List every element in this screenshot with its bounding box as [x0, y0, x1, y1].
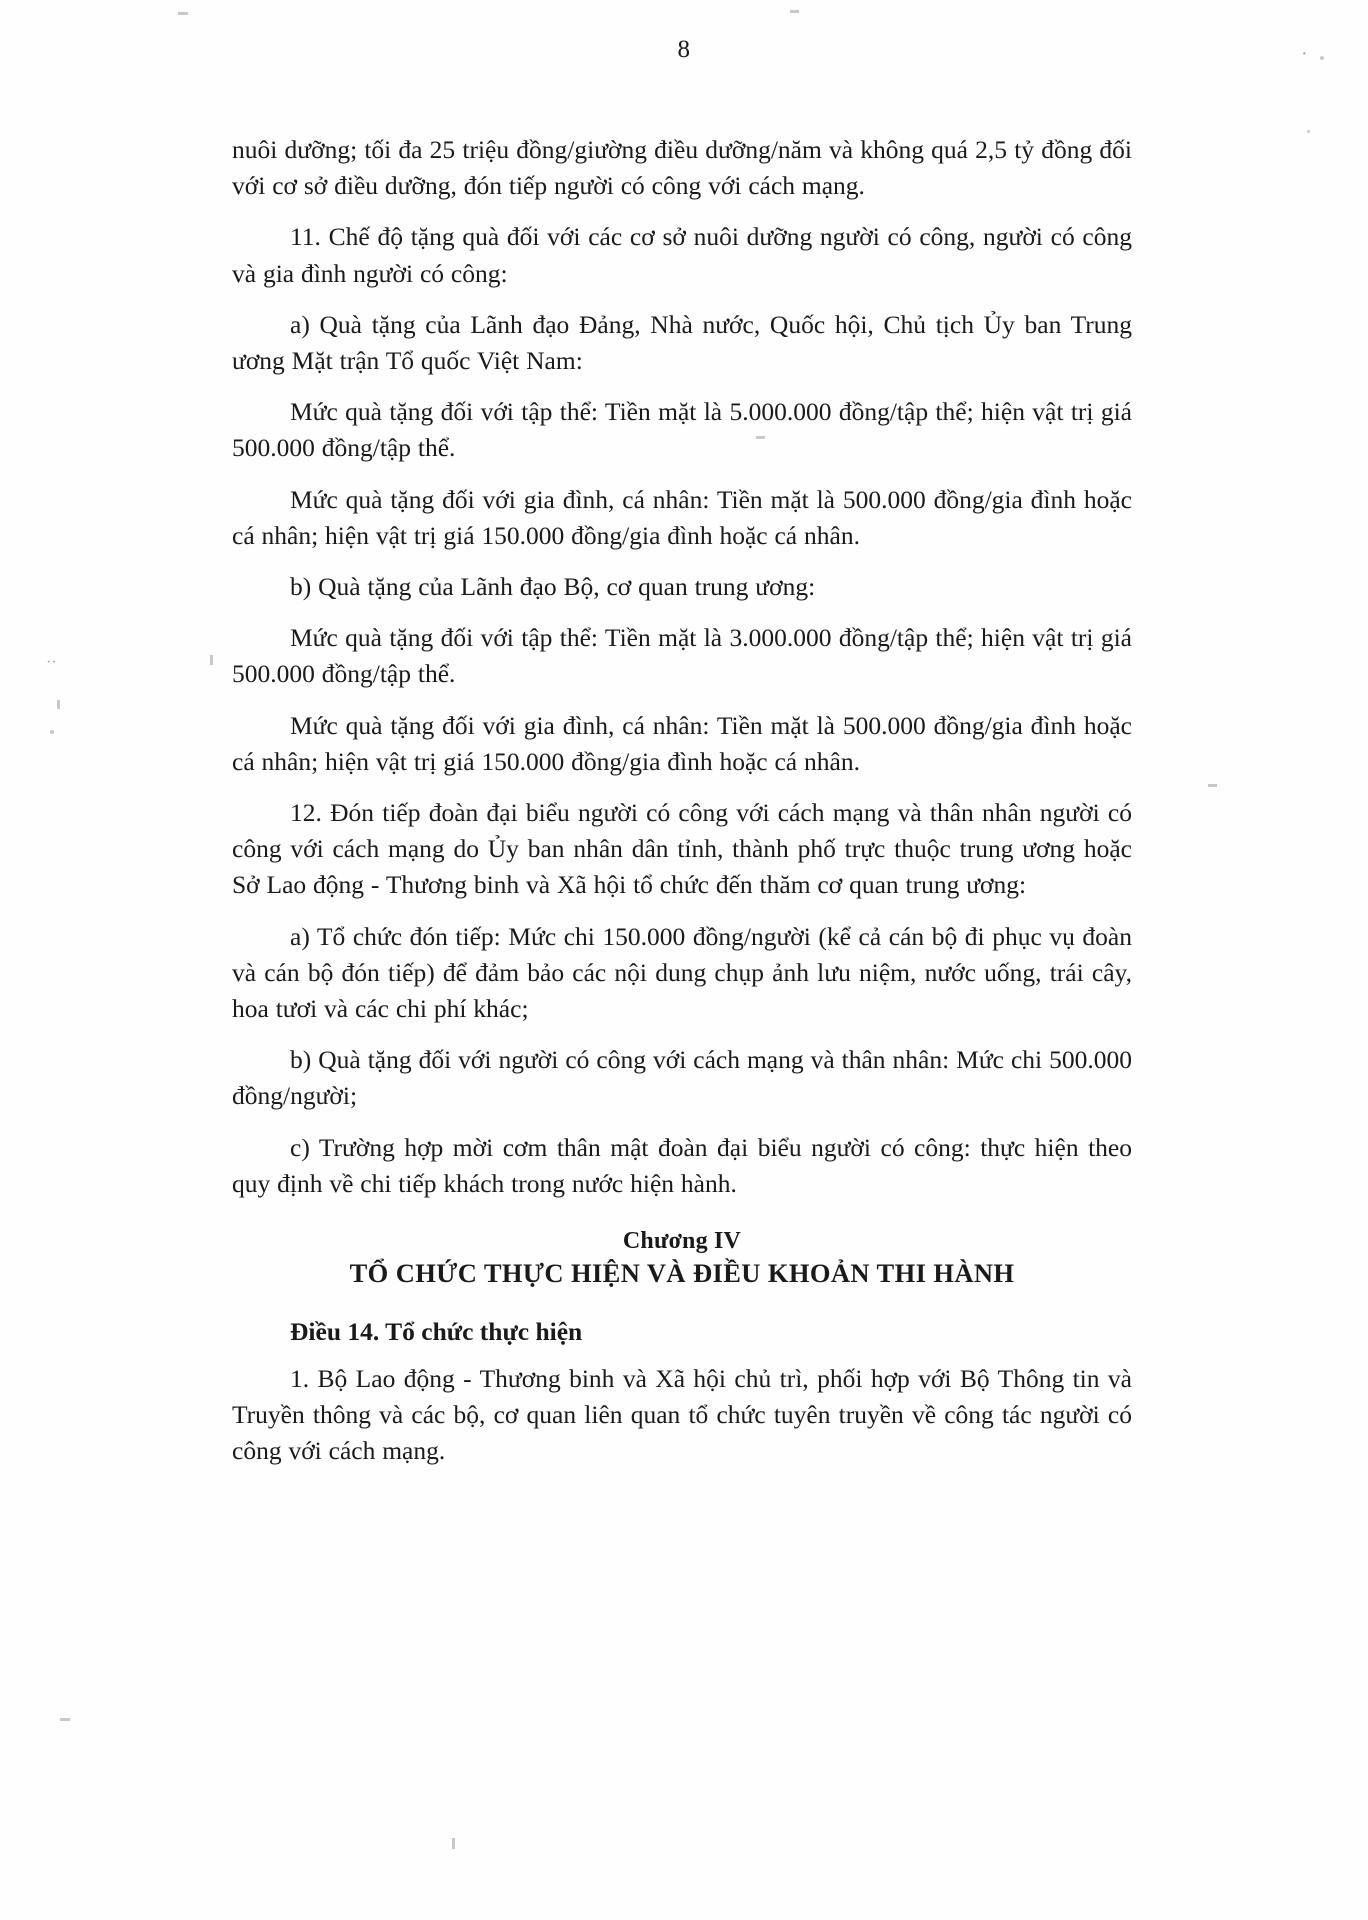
scan-speck-top-center: [790, 10, 799, 13]
chapter-block: [232, 1228, 1132, 1289]
scan-speck-left-margin-2: [57, 700, 60, 709]
paragraph: b) Quà tặng đối với người có công với cách mạng và thân nhân: Mức chi 500.000 đồng/người;: [232, 1045, 1132, 1111]
scan-speck-left-inner: [210, 655, 213, 665]
scan-speck-bottom-center: [452, 1838, 455, 1849]
paragraph: a) Tổ chức đón tiếp: Mức chi 150.000 đồng/người (kể cả cán bộ đi phục vụ đoàn và cán bộ đón tiếp) để đảm bảo các nội dung chụp ảnh lưu niệm, nước uống, trái cây, hoa tươi và các chi phí khác;: [232, 921, 1132, 1024]
scan-speck-left-margin-3: [50, 730, 54, 734]
chapter-title: TỔ CHỨC THỰC HIỆN VÀ ĐIỀU KHOẢN THI HÀNH: [349, 1258, 1015, 1289]
scan-speck-left-margin-1: ··: [46, 654, 57, 671]
paragraph: nuôi dưỡng; tối đa 25 triệu đồng/giường điều dưỡng/năm và không quá 2,5 tỷ đồng đối với cơ sở điều dưỡng, đón tiếp người có công với cách mạng.: [232, 135, 1132, 201]
paragraph: b) Quà tặng của Lãnh đạo Bộ, cơ quan trung ương:: [290, 572, 816, 602]
scan-speck-top-right-2: [1320, 56, 1324, 60]
article-heading: Điều 14. Tổ chức thực hiện: [290, 1317, 583, 1347]
scan-speck-top-left: [178, 12, 188, 15]
scan-speck-right-mid: [1208, 784, 1217, 787]
document-body: [232, 132, 1132, 1485]
paragraph: Mức quà tặng đối với tập thể: Tiền mặt là 5.000.000 đồng/tập thể; hiện vật trị giá 500.000 đồng/tập thể.: [232, 397, 1132, 463]
paragraph: 11. Chế độ tặng quà đối với các cơ sở nuôi dưỡng người có công, người có công và gia đình người có công:: [232, 222, 1132, 288]
paragraph: a) Quà tặng của Lãnh đạo Đảng, Nhà nước, Quốc hội, Chủ tịch Ủy ban Trung ương Mặt trận Tổ quốc Việt Nam:: [232, 309, 1132, 376]
chapter-label: Chương IV: [622, 1228, 742, 1255]
paragraph: Mức quà tặng đối với gia đình, cá nhân: Tiền mặt là 500.000 đồng/gia đình hoặc cá nhân; hiện vật trị giá 150.000 đồng/gia đình hoặc cá nhân.: [232, 484, 1132, 550]
paragraph: Mức quà tặng đối với gia đình, cá nhân: Tiền mặt là 500.000 đồng/gia đình hoặc cá nhân; hiện vật trị giá 150.000 đồng/gia đình hoặc cá nhân.: [232, 710, 1132, 776]
paragraph: Mức quà tặng đối với tập thể: Tiền mặt là 3.000.000 đồng/tập thể; hiện vật trị giá 500.000 đồng/tập thể.: [232, 623, 1132, 689]
page-number: 8: [677, 36, 691, 63]
scan-speck-top-right: ·: [1301, 43, 1308, 65]
scan-speck-bottom-left: [60, 1718, 70, 1721]
paragraph: 1. Bộ Lao động - Thương binh và Xã hội chủ trì, phối hợp với Bộ Thông tin và Truyền thông và các bộ, cơ quan liên quan tổ chức tuyên truyền về công tác người có công với cách mạng.: [232, 1364, 1132, 1466]
scan-speck-upper-right: [1307, 130, 1310, 133]
paragraph: c) Trường hợp mời cơm thân mật đoàn đại biểu người có công: thực hiện theo quy định về chi tiếp khách trong nước hiện hành.: [232, 1132, 1132, 1198]
paragraph: 12. Đón tiếp đoàn đại biểu người có công với cách mạng và thân nhân người có công với cách mạng do Ủy ban nhân dân tỉnh, thành phố trực thuộc trung ương hoặc Sở Lao động - Thương binh và Xã hội tổ chức đến thăm cơ quan trung ương:: [232, 798, 1132, 900]
